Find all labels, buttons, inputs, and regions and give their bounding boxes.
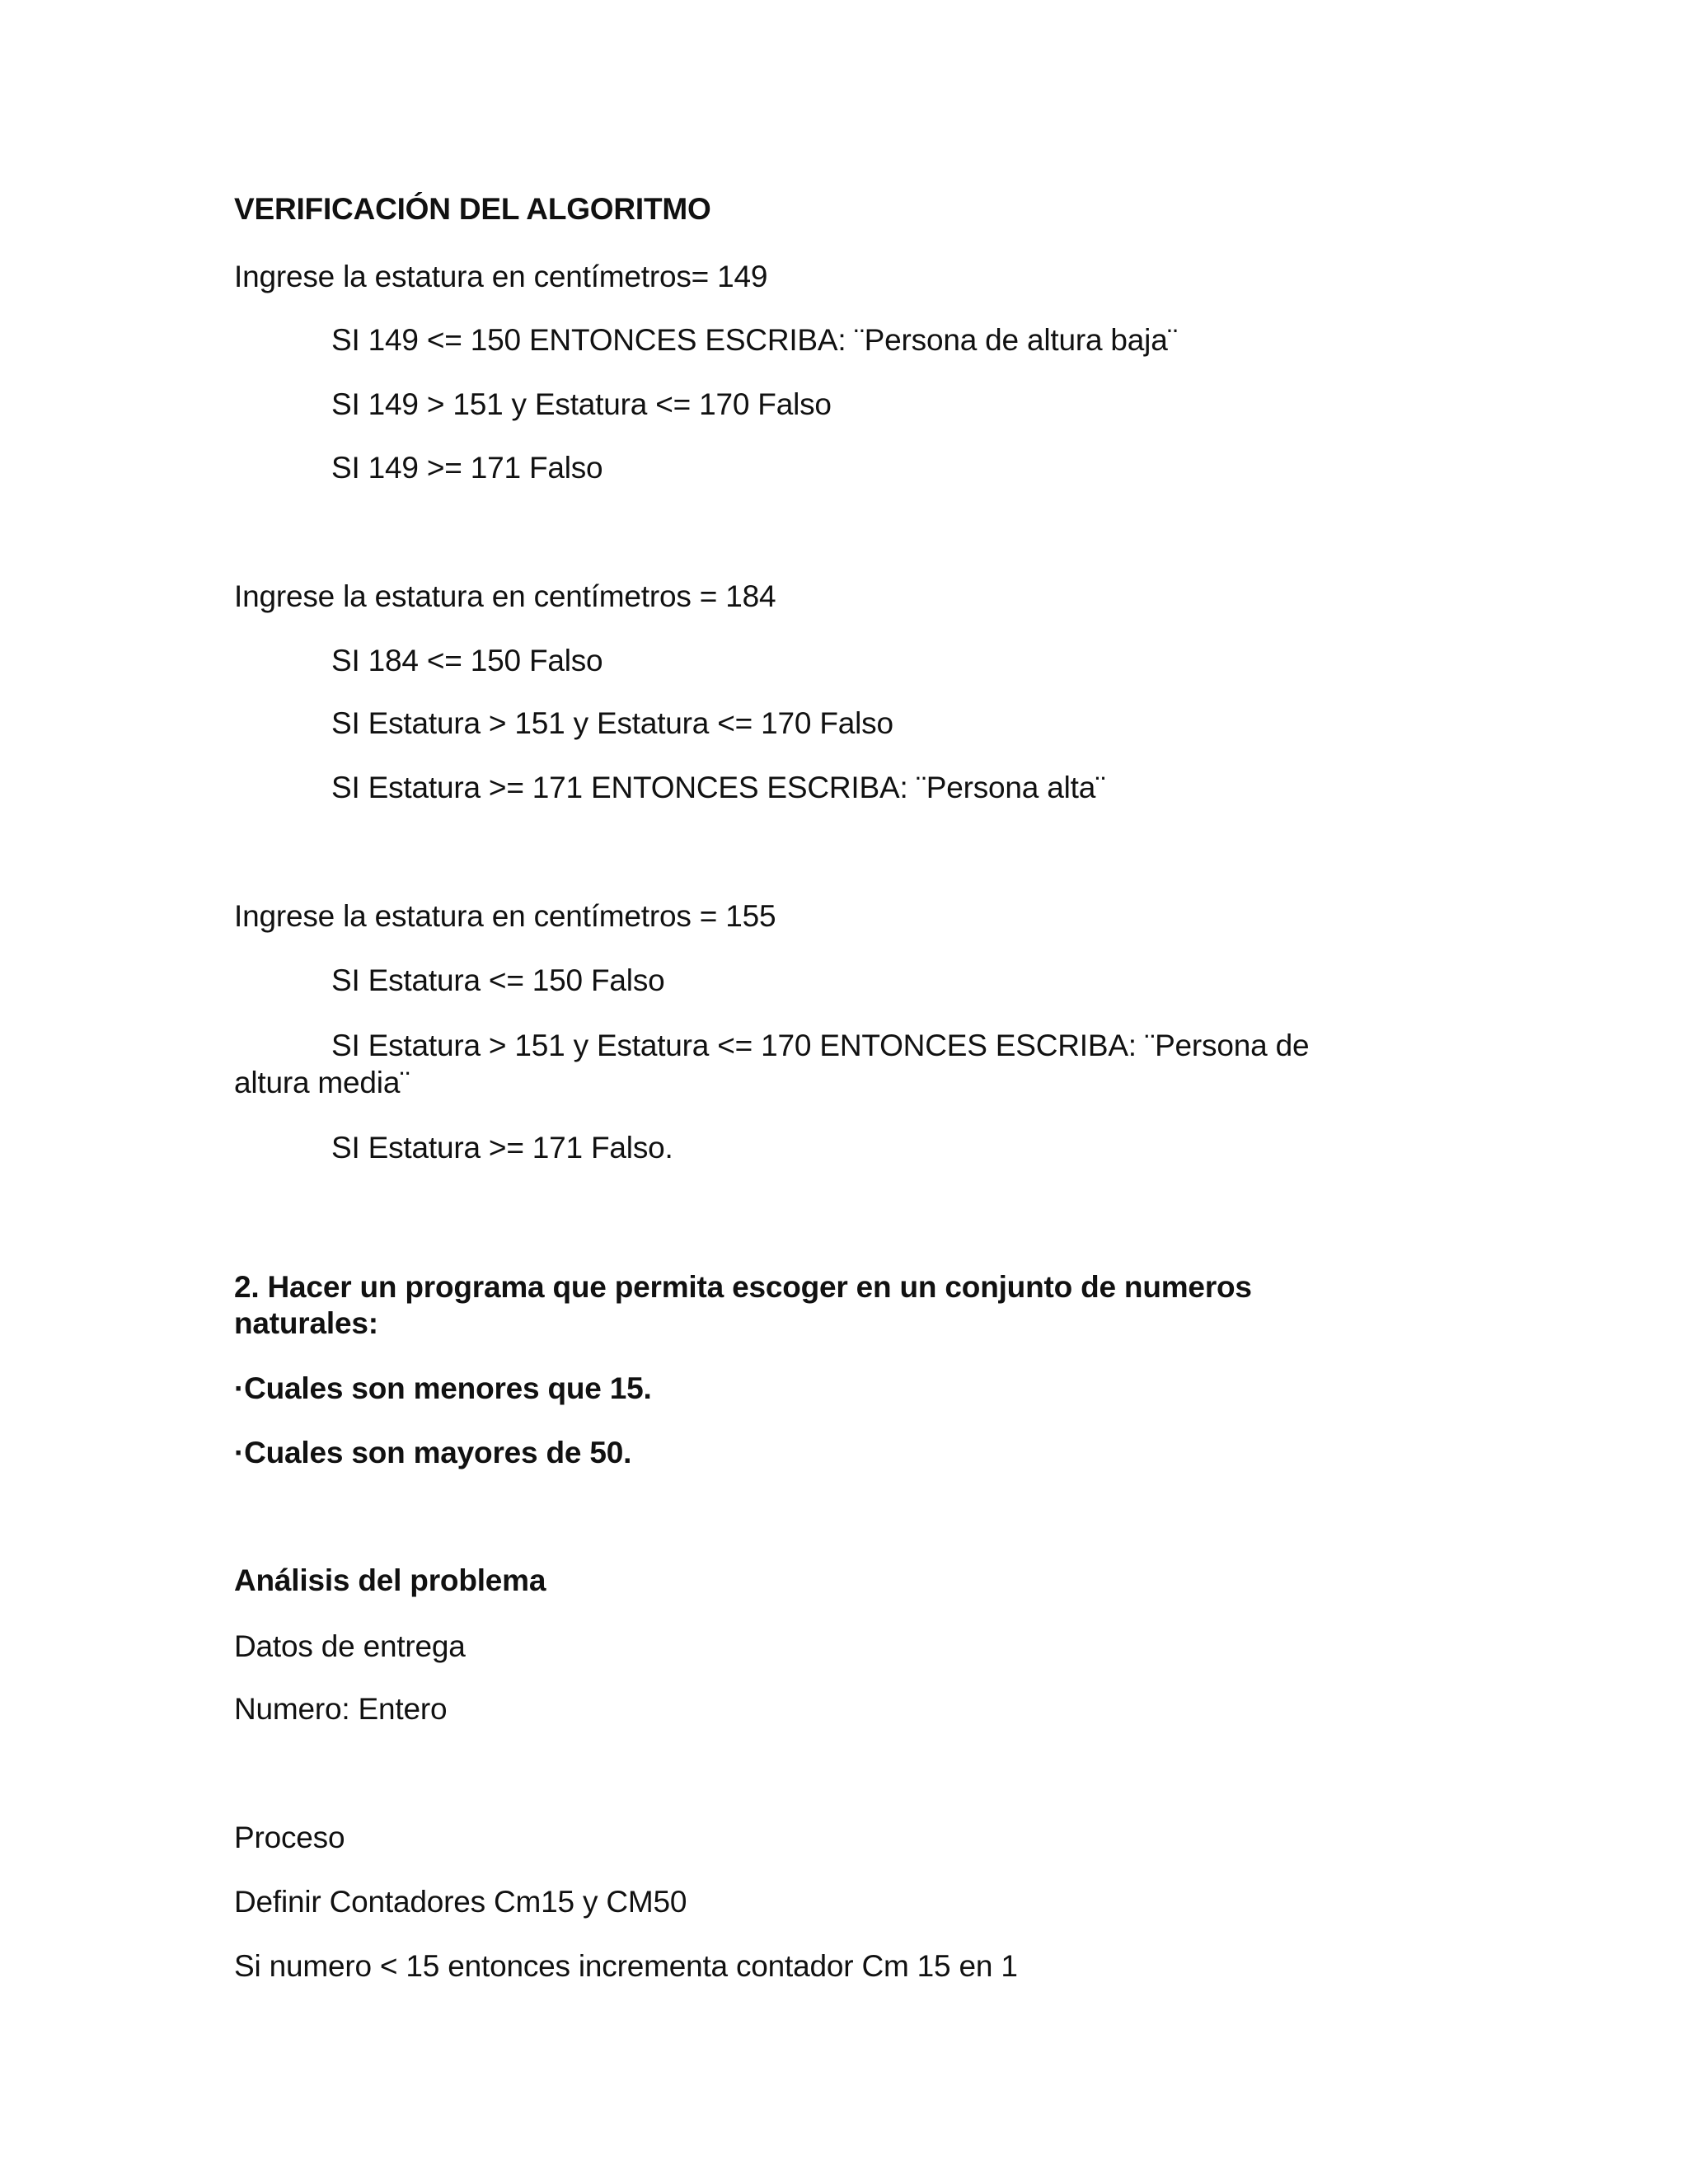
case3-line-1: SI Estatura <= 150 Falso: [331, 963, 665, 997]
case2-line-1: SI 184 <= 150 Falso: [331, 644, 603, 677]
case1-line-1: SI 149 <= 150 ENTONCES ESCRIBA: ¨Persona de altura baja¨: [331, 323, 1178, 357]
case3-line-2: SI Estatura > 151 y Estatura <= 170 ENTONCES ESCRIBA: ¨Persona de: [331, 1029, 1310, 1062]
analysis-data-value: Numero: Entero: [234, 1692, 448, 1726]
case1-line-2: SI 149 > 151 y Estatura <= 170 Falso: [331, 387, 832, 421]
analysis-data-label: Datos de entrega: [234, 1629, 466, 1663]
problem2-bullet-1: ·Cuales son menores que 15.: [234, 1371, 652, 1405]
problem2-bullet-2: ·Cuales son mayores de 50.: [234, 1436, 632, 1469]
analysis-heading: Análisis del problema: [234, 1563, 546, 1597]
problem2-title-line1: 2. Hacer un programa que permita escoger en un conjunto de numeros: [234, 1270, 1252, 1304]
case2-line-2: SI Estatura > 151 y Estatura <= 170 Falso: [331, 706, 893, 740]
case3-line-2-continued: altura media¨: [234, 1066, 410, 1099]
analysis-process-label: Proceso: [234, 1821, 345, 1854]
case3-line-3: SI Estatura >= 171 Falso.: [331, 1131, 673, 1165]
case1-prompt: Ingrese la estatura en centímetros= 149: [234, 260, 768, 293]
case2-prompt: Ingrese la estatura en centímetros = 184: [234, 579, 776, 613]
problem2-title-line2: naturales:: [234, 1306, 378, 1340]
case2-line-3: SI Estatura >= 171 ENTONCES ESCRIBA: ¨Persona alta¨: [331, 771, 1106, 804]
analysis-process-line-2: Si numero < 15 entonces incrementa contador Cm 15 en 1: [234, 1949, 1018, 1983]
case3-prompt: Ingrese la estatura en centímetros = 155: [234, 899, 776, 933]
analysis-process-line-1: Definir Contadores Cm15 y CM50: [234, 1885, 687, 1919]
case1-line-3: SI 149 >= 171 Falso: [331, 451, 603, 485]
verification-heading: VERIFICACIÓN DEL ALGORITMO: [234, 192, 711, 226]
